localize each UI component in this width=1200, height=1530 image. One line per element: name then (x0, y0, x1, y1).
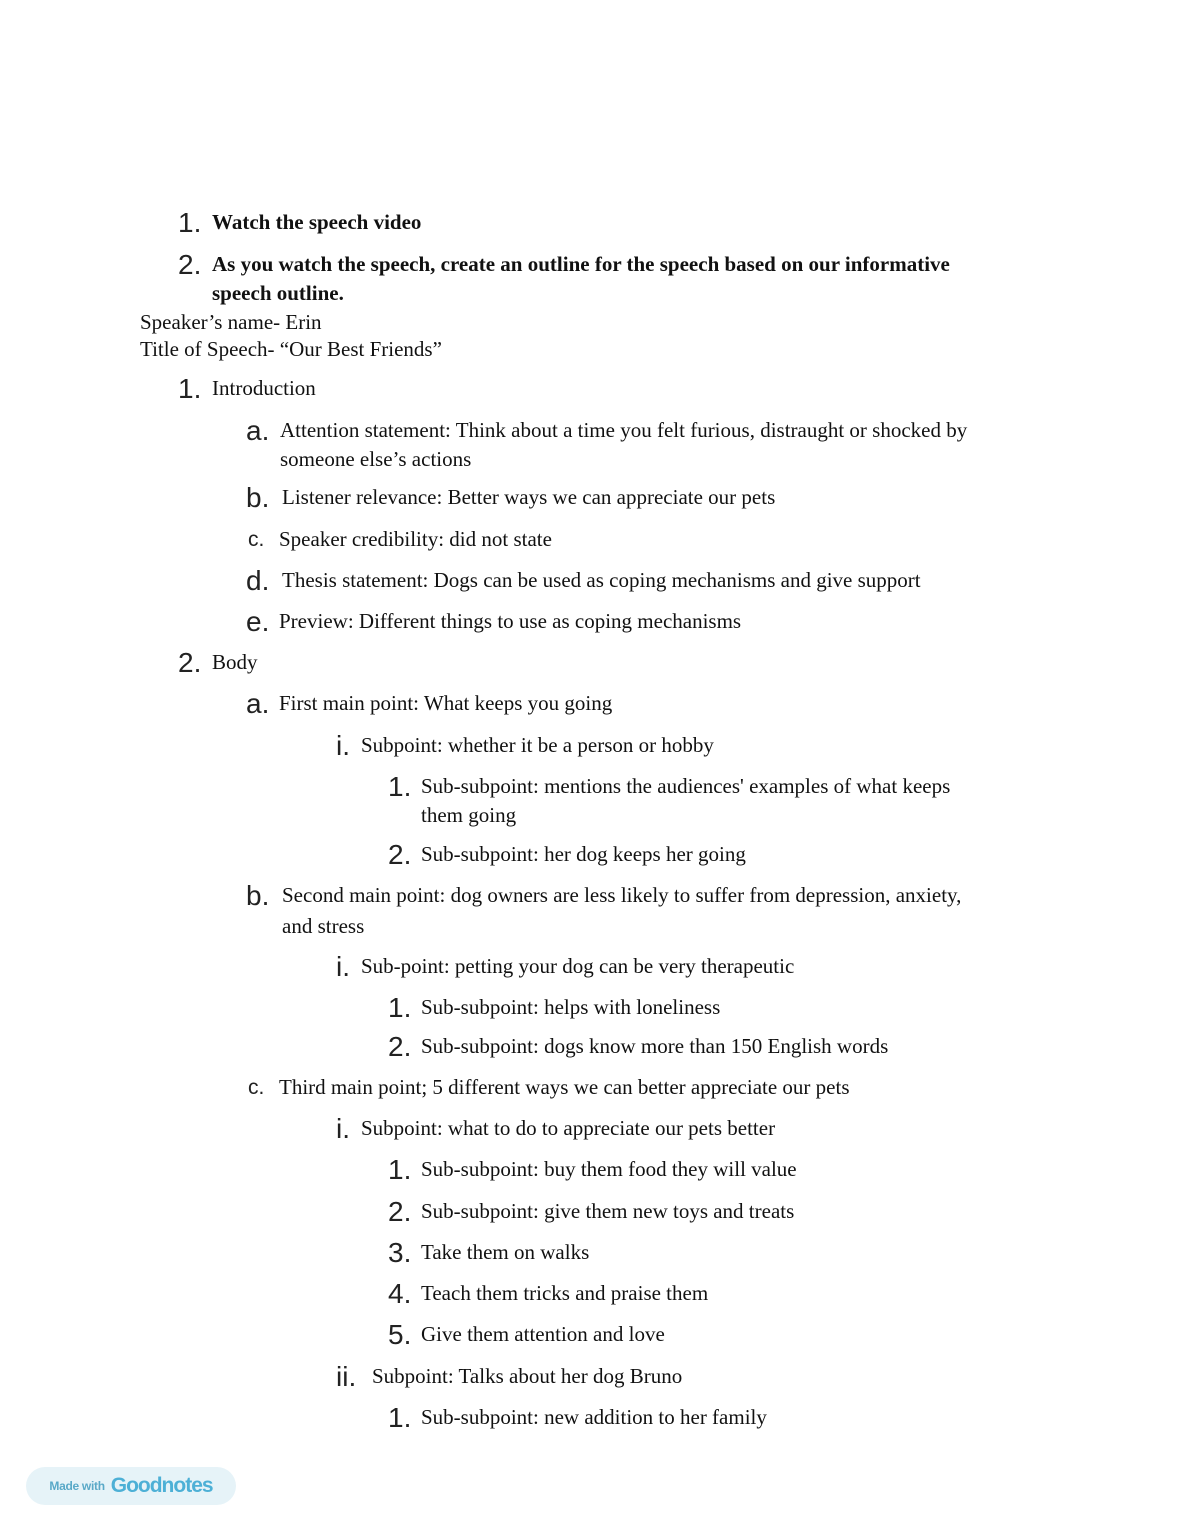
main-point-text: First main point: What keeps you going (279, 691, 613, 715)
sub-subpoint-text: Sub-subpoint: helps with loneliness (421, 995, 721, 1019)
subpoint-text: Subpoint: whether it be a person or hobby (361, 733, 714, 757)
list-marker: a. (246, 415, 270, 446)
list-marker: c. (248, 1076, 265, 1099)
list-marker: a. (246, 688, 270, 719)
list-marker: d. (246, 565, 270, 596)
list-marker: b. (246, 880, 270, 911)
subpoint-text: Sub-point: petting your dog can be very therapeutic (361, 954, 795, 978)
sub-subpoint-text: Sub-subpoint: mentions the audiences' examples of what keeps (421, 774, 951, 798)
list-marker: i. (336, 1113, 350, 1144)
list-marker: 2. (388, 1196, 412, 1227)
sub-subpoint-text: Give them attention and love (421, 1322, 665, 1346)
list-marker: 1. (178, 373, 202, 404)
list-marker: ii. (336, 1361, 357, 1392)
instruction-text-continued: speech outline. (212, 281, 344, 305)
main-point-text: Third main point; 5 different ways we can better appreciate our pets (279, 1075, 850, 1099)
list-marker: 3. (388, 1237, 412, 1268)
sub-subpoint-text: Sub-subpoint: buy them food they will value (421, 1157, 797, 1181)
list-marker: 5. (388, 1319, 412, 1350)
sub-subpoint-text: Take them on walks (421, 1240, 590, 1264)
list-marker: 1. (388, 1154, 412, 1185)
sub-subpoint-text: Teach them tricks and praise them (421, 1281, 709, 1305)
list-marker: 1. (388, 771, 412, 802)
made-with-goodnotes-badge[interactable] (26, 1467, 236, 1505)
intro-item-text: Listener relevance: Better ways we can appreciate our pets (282, 485, 776, 509)
list-marker: 2. (388, 839, 412, 870)
list-marker: 2. (178, 647, 202, 678)
list-marker: 1. (388, 992, 412, 1023)
list-marker: i. (336, 951, 350, 982)
main-point-text: Second main point: dog owners are less likely to suffer from depression, anxiety, (282, 883, 962, 907)
section-label: Introduction (212, 376, 316, 400)
intro-item-text: Thesis statement: Dogs can be used as coping mechanisms and give support (282, 568, 921, 592)
sub-subpoint-text: Sub-subpoint: her dog keeps her going (421, 842, 746, 866)
section-label: Body (212, 650, 258, 674)
list-marker: 1. (178, 207, 202, 238)
main-point-text-continued: and stress (282, 914, 365, 938)
intro-item-text: Speaker credibility: did not state (279, 527, 552, 551)
sub-subpoint-text: Sub-subpoint: new addition to her family (421, 1405, 767, 1429)
list-marker: 4. (388, 1278, 412, 1309)
speech-title: Title of Speech- “Our Best Friends” (140, 337, 442, 361)
list-marker: 2. (388, 1031, 412, 1062)
made-with-label: Made with (49, 1479, 105, 1493)
intro-item-text: Attention statement: Think about a time you felt furious, distraught or shocked by (280, 418, 968, 442)
intro-item-text: Preview: Different things to use as coping mechanisms (279, 609, 742, 633)
sub-subpoint-text: Sub-subpoint: give them new toys and treats (421, 1199, 795, 1223)
list-marker: c. (248, 528, 265, 551)
sub-subpoint-text: Sub-subpoint: dogs know more than 150 English words (421, 1034, 889, 1058)
instruction-text: As you watch the speech, create an outline for the speech based on our informative (212, 252, 950, 276)
list-marker: b. (246, 482, 270, 513)
list-marker: 1. (388, 1402, 412, 1433)
instruction-text: Watch the speech video (212, 210, 422, 234)
intro-item-text-continued: someone else’s actions (280, 447, 472, 471)
list-marker: 2. (178, 249, 202, 280)
list-marker: i. (336, 730, 350, 761)
goodnotes-logo: Goodnotes (110, 1474, 213, 1497)
list-marker: e. (246, 606, 270, 637)
subpoint-text: Subpoint: what to do to appreciate our pets better (361, 1116, 776, 1140)
subpoint-text: Subpoint: Talks about her dog Bruno (372, 1364, 683, 1388)
speaker-name: Speaker’s name- Erin (140, 310, 322, 334)
sub-subpoint-text-continued: them going (421, 803, 517, 827)
